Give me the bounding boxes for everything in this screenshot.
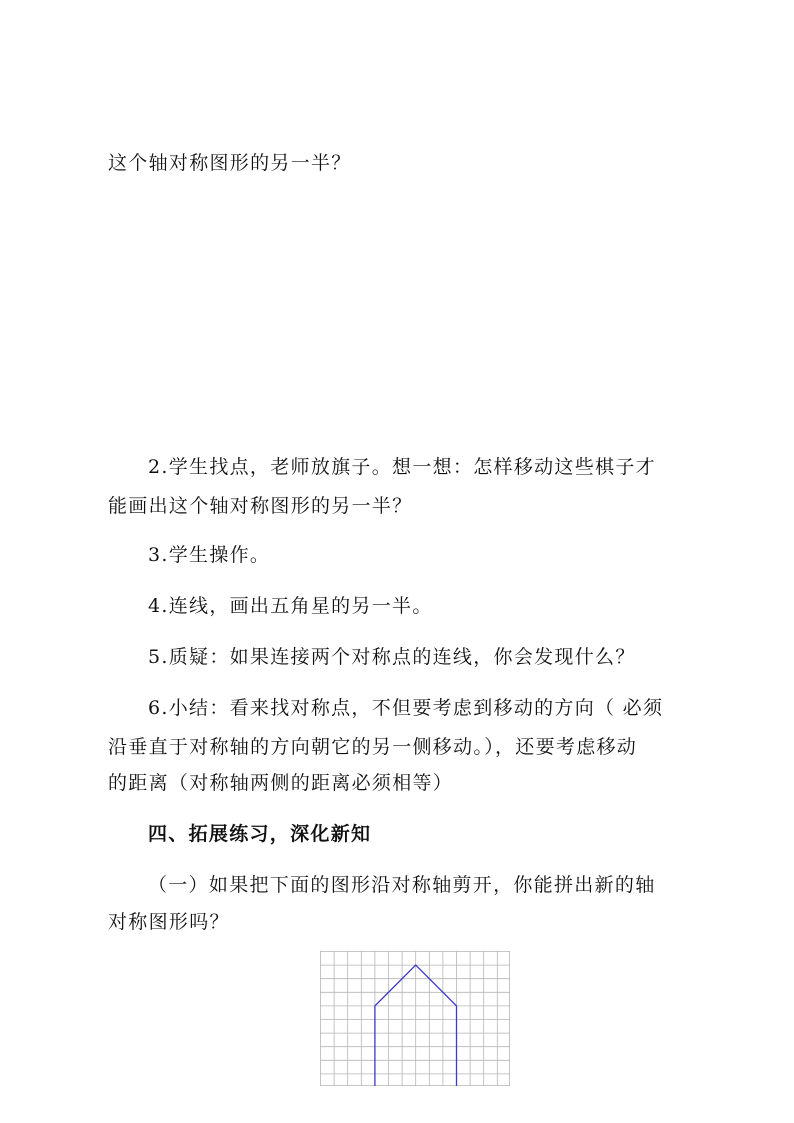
step-5: 5.质疑：如果连接两个对称点的连线，你会发现什么？ [148, 646, 636, 668]
grid-lines [320, 951, 510, 1086]
step-2-line-2: 能画出这个轴对称图形的另一半？ [108, 495, 413, 517]
step-6-line-3: 的距离（对称轴两侧的距离必须相等） [108, 772, 454, 794]
step-6-line-2: 沿垂直于对称轴的方向朝它的另一侧移动。），还要考虑移动 [108, 736, 638, 758]
step-3: 3.学生操作。 [148, 544, 271, 566]
grid-figure [320, 951, 510, 1086]
step-2-line-1: 2.学生找点，老师放旗子。想一想：怎样移动这些棋子才 [148, 456, 656, 478]
section-heading: 四、拓展练习，深化新知 [148, 823, 372, 845]
step-4: 4.连线，画出五角星的另一半。 [148, 595, 433, 617]
exercise-1-line-2: 对称图形吗？ [108, 911, 230, 933]
text-line: 这个轴对称图形的另一半？ [108, 152, 352, 174]
exercise-1-line-1: （一）如果把下面的图形沿对称轴剪开，你能拼出新的轴 [148, 874, 656, 896]
step-6-line-1: 6.小结：看来找对称点，不但要考虑到移动的方向（ 必须 [148, 697, 664, 719]
